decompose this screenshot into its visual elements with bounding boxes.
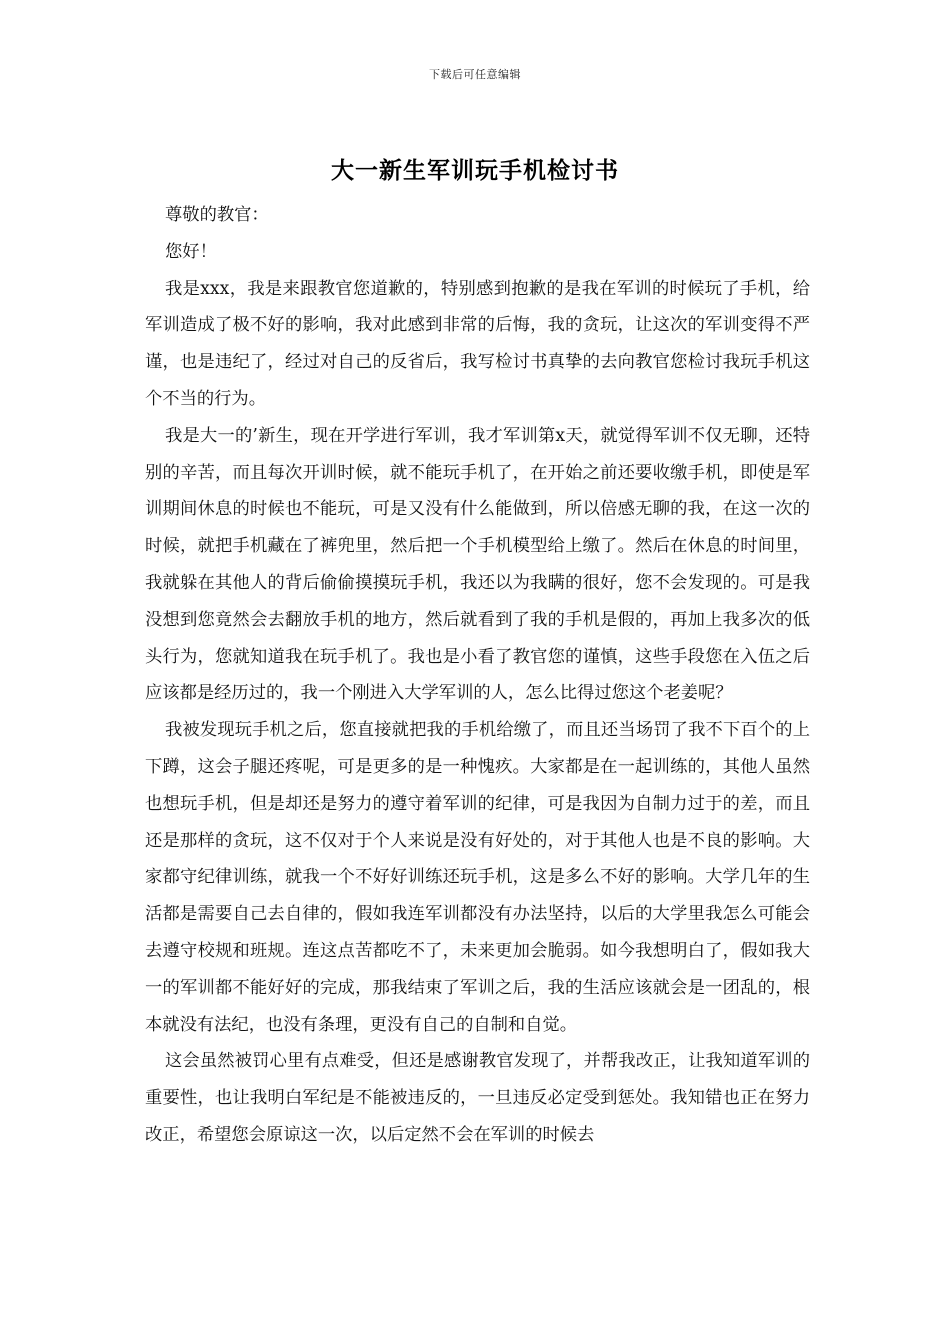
document-body (145, 197, 810, 1154)
paragraph-4: 这会虽然被罚心里有点难受，但还是感谢教官发现了，并帮我改正，让我知道军训的重要性，也让我明白军纪是不能被违反的，一旦违反必定受到惩处。我知错也正在努力改正，希望您会原谅这一次，以后定然不会在军训的时候去 (145, 1051, 810, 1145)
salutation: 尊敬的教官： (165, 205, 269, 225)
paragraph-2: 我是大一的’新生，现在开学进行军训，我才军训第x天，就觉得军训不仅无聊，还特别的辛苦，而且每次开训时候，就不能玩手机了，在开始之前还要收缴手机，即使是军训期间休息的时候也不能玩，可是又没有什么能做到，所以倍感无聊的我，在这一次的时候，就把手机藏在了裤兜里，然后把一个手机模型给上缴了。然后在休息的时间里，我就躲在其他人的背后偷偷摸摸玩手机，我还以为我瞒的很好，您不会发现的。可是我没想到您竟然会去翻放手机的地方，然后就看到了我的手机是假的，再加上我多次的低头行为，您就知道我在玩手机了。我也是小看了教官您的谨慎，这些手段您在入伍之后应该都是经历过的，我一个刚进入大学军训的人，怎么比得过您这个老姜呢？ (145, 425, 810, 704)
header-note: 下载后可任意编辑 (429, 68, 521, 81)
greeting: 您好！ (165, 241, 217, 262)
paragraph-3: 我被发现玩手机之后，您直接就把我的手机给缴了，而且还当场罚了我不下百个的上下蹲，这会子腿还疼呢，可是更多的是一种愧疚。大家都是在一起训练的，其他人虽然也想玩手机，但是却还是努力的遵守着军训的纪律，可是我因为自制力过于的差，而且还是那样的贪玩，这不仅对于个人来说是没有好处的，对于其他人也是不良的影响。大家都守纪律训练，就我一个不好好训练还玩手机，这是多么不好的影响。大学几年的生活都是需要自己去自律的，假如我连军训都没有办法坚持，以后的大学里我怎么可能会去遵守校规和班规。连这点苦都吃不了，未来更加会脆弱。如今我想明白了，假如我大一的军训都不能好好的完成，那我结束了军训之后，我的生活应该就会是一团乱的，根本就没有法纪，也没有条理，更没有自己的自制和自觉。 (145, 720, 810, 1035)
paragraph-1: 我是xxx，我是来跟教官您道歉的，特别感到抱歉的是我在军训的时候玩了手机，给军训造成了极不好的影响，我对此感到非常的后悔，我的贪玩，让这次的军训变得不严谨，也是违纪了，经过对自己的反省后，我写检讨书真挚的去向教官您检讨我玩手机这个不当的行为。 (145, 278, 810, 409)
document-title: 大一新生军训玩手机检讨书 (331, 158, 619, 184)
